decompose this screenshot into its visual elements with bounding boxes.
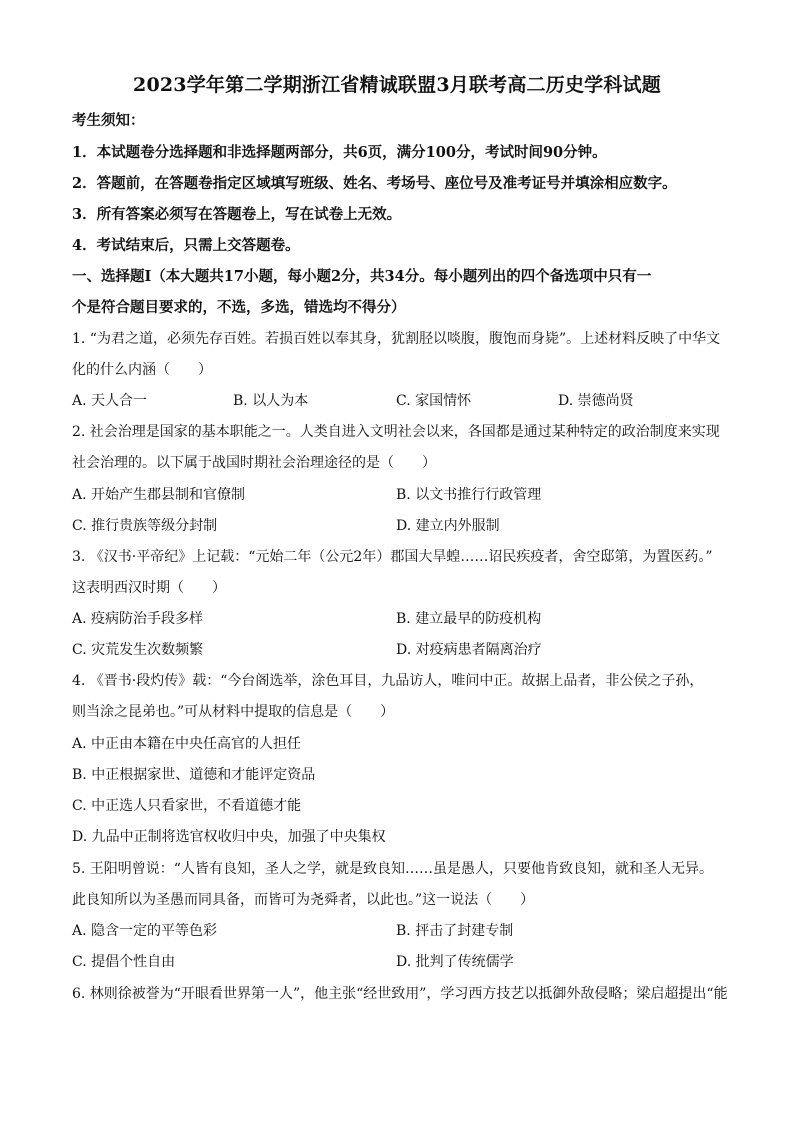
question-5-stem-cont: 此良知所以为圣愚而同具备，而皆可为尧舜者，以此也。”这一说法（ ）: [72, 892, 535, 908]
question-5-stem: 5. 王阳明曾说：“人皆有良知，圣人之学，就是致良知……虽是愚人，只要他肯致良知，就和圣人无异。: [72, 861, 713, 877]
question-5-option-a: A. 隐含一定的平等色彩: [72, 923, 218, 939]
question-4-stem: 4. 《晋书·段灼传》载：“今台阁选举，涂色耳目，九品访人，唯问中正。故据上品者，非公侯之子孙，: [72, 673, 704, 689]
notice-item: 1．本试题卷分选择题和非选择题两部分，共6页，满分100分，考试时间90分钟。: [72, 144, 607, 161]
question-4-option-d: D. 九品中正制将选官权收归中央，加强了中央集权: [72, 829, 386, 845]
question-4-option-c: C. 中正选人只看家世，不看道德才能: [72, 798, 302, 814]
section-heading-cont: 个是符合题目要求的，不选，多选，错选均不得分）: [72, 299, 406, 316]
question-4-option-a: A. 中正由本籍在中央任高官的人担任: [72, 736, 302, 752]
question-3-option-a: A. 疫病防治手段多样: [72, 611, 204, 627]
question-2-option-a: A. 开始产生郡县制和官僚制: [72, 487, 246, 503]
question-3-option-b: B. 建立最早的防疫机构: [396, 611, 542, 627]
exam-title: 2023学年第二学期浙江省精诚联盟3月联考高二历史学科试题: [133, 74, 661, 96]
notice-item: 4．考试结束后，只需上交答题卷。: [72, 237, 300, 254]
notice-item: 3．所有答案必须写在答题卷上，写在试卷上无效。: [72, 206, 402, 223]
question-2-option-b: B. 以文书推行行政管理: [396, 487, 542, 503]
question-4-stem-cont: 则当涂之昆弟也。”可从材料中提取的信息是（ ）: [72, 704, 395, 720]
notice-item: 2．答题前，在答题卷指定区域填写班级、姓名、考场号、座位号及准考证号并填涂相应数字。: [72, 175, 677, 192]
question-3-option-c: C. 灾荒发生次数频繁: [72, 642, 204, 658]
question-5-option-d: D. 批判了传统儒学: [396, 954, 514, 970]
question-2-stem: 2. 社会治理是国家的基本职能之一。人类自进入文明社会以来，各国都是通过某种特定的政治制度来实现: [72, 424, 720, 440]
question-6-stem: 6. 林则徐被誉为“开眼看世界第一人”，他主张“经世致用”，学习西方技艺以抵御外敌侵略；梁启超提出“能: [72, 986, 728, 1002]
notice-heading: 考生须知：: [72, 112, 145, 129]
question-1-stem-cont: 化的什么内涵（ ）: [72, 362, 212, 378]
question-5-option-c: C. 提倡个性自由: [72, 954, 176, 970]
question-1-option-c: C. 家国情怀: [396, 393, 472, 409]
question-1-option-d: D. 崇德尚贤: [558, 393, 634, 409]
question-2-option-d: D. 建立内外服制: [396, 518, 500, 534]
question-1-option-a: A. 天人合一: [72, 393, 148, 409]
question-5-option-b: B. 抨击了封建专制: [396, 923, 514, 939]
question-2-option-c: C. 推行贵族等级分封制: [72, 518, 218, 534]
question-3-option-d: D. 对疫病患者隔离治疗: [396, 642, 542, 658]
question-1-stem: 1. “为君之道，必须先存百姓。若损百姓以奉其身，犹割胫以啖腹，腹饱而身毙”。上述材料反映了中华文: [72, 331, 721, 347]
question-3-stem-cont: 这表明西汉时期（ ）: [72, 580, 226, 596]
question-2-stem-cont: 社会治理的。以下属于战国时期社会治理途径的是（ ）: [72, 455, 436, 471]
question-4-option-b: B. 中正根据家世、道德和才能评定资品: [72, 767, 316, 783]
question-3-stem: 3. 《汉书·平帝纪》上记载：“元始二年（公元2年）郡国大旱蝗……诏民疾疫者，舍空邸第，为置医药。”: [72, 549, 713, 565]
question-1-option-b: B. 以人为本: [233, 393, 309, 409]
section-heading: 一、选择题Ⅰ（本大题共17小题，每小题2分，共34分。每小题列出的四个备选项中只有一: [72, 268, 652, 285]
